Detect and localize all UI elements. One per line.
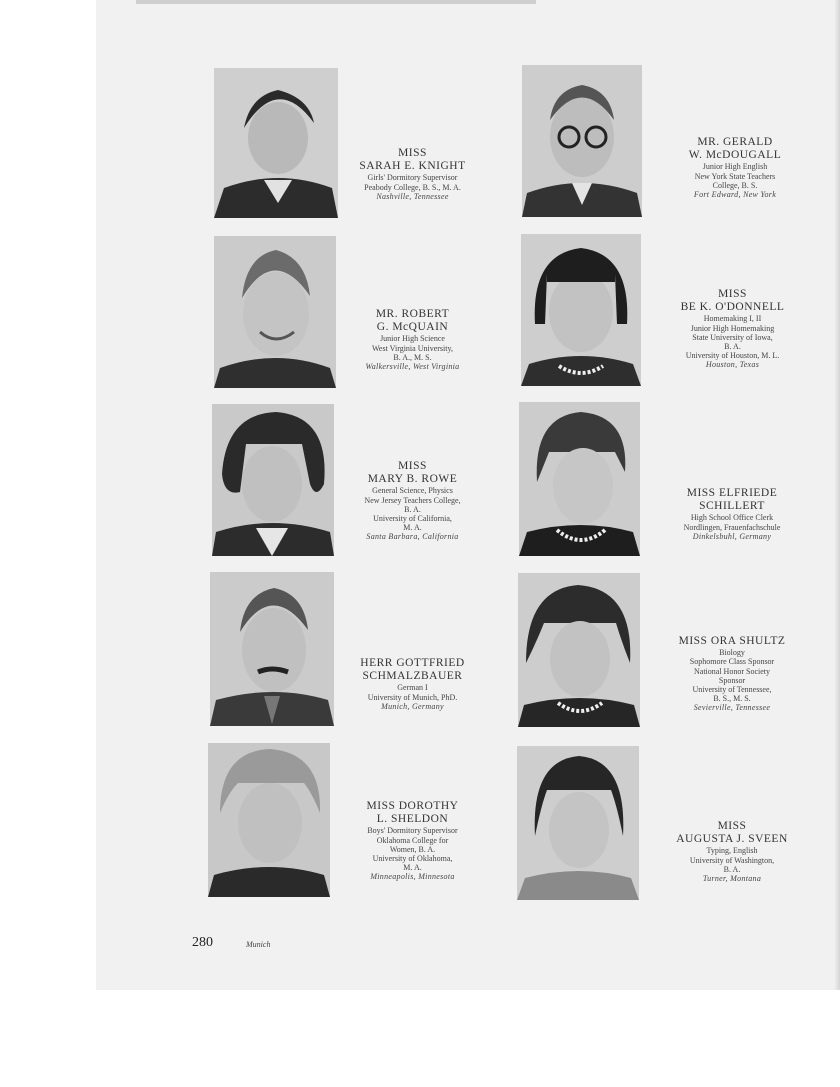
- faculty-detail: General Science, Physics: [372, 486, 453, 496]
- faculty-name: MISS: [398, 147, 427, 159]
- portrait-photo: [210, 572, 334, 726]
- faculty-detail: New York State Teachers: [694, 171, 776, 181]
- faculty-detail: State University of Iowa,: [692, 332, 773, 342]
- faculty-detail: High School Office Clerk: [690, 513, 774, 523]
- faculty-name: MARY B. ROWE: [367, 473, 458, 486]
- faculty-detail: Oklahoma College for: [376, 835, 449, 845]
- faculty-name: MR. GERALD: [697, 136, 773, 148]
- faculty-caption: [340, 460, 485, 542]
- faculty-name: L. SHELDON: [376, 813, 449, 826]
- faculty-detail: German I: [397, 683, 428, 693]
- faculty-hometown: Walkersville, West Virginia: [365, 362, 460, 371]
- faculty-detail: Sponsor: [718, 675, 746, 685]
- faculty-detail: University of California,: [373, 514, 452, 523]
- faculty-detail: M. A.: [403, 523, 422, 533]
- faculty-detail: University of Washington,: [689, 855, 775, 865]
- faculty-caption: [340, 308, 485, 371]
- faculty-name: HERR GOTTFRIED: [360, 657, 465, 669]
- faculty-detail: University of Oklahoma,: [372, 854, 453, 863]
- faculty-caption: [655, 136, 815, 199]
- faculty-name: MISS: [398, 460, 427, 472]
- faculty-detail: B. A., M. S.: [393, 352, 432, 362]
- faculty-name: BE K. O'DONNELL: [680, 301, 785, 314]
- page-number: 280: [192, 935, 213, 950]
- faculty-hometown: Nashville, Tennessee: [376, 191, 449, 201]
- faculty-name: MR. ROBERT: [375, 308, 450, 320]
- cropped-header-strip: [136, 0, 536, 4]
- faculty-detail: Junior High English: [702, 162, 768, 172]
- portrait-photo: [517, 746, 639, 900]
- portrait-woman-icon: [518, 573, 640, 727]
- portrait-woman-icon: [208, 743, 330, 897]
- faculty-name: G. McQUAIN: [376, 321, 449, 334]
- faculty-caption: [340, 800, 485, 882]
- faculty-detail: B. A.: [724, 342, 741, 351]
- portrait-photo: [214, 68, 338, 218]
- faculty-caption: [340, 657, 485, 711]
- faculty-caption: [340, 147, 485, 201]
- faculty-hometown: Houston, Texas: [705, 360, 760, 370]
- portrait-woman-icon: [517, 746, 639, 900]
- faculty-caption: [652, 635, 812, 713]
- faculty-detail: University of Munich, PhD.: [367, 692, 458, 702]
- faculty-name: SCHILLERT: [699, 500, 765, 513]
- portrait-man-mustache-icon: [210, 572, 334, 726]
- faculty-detail: Biology: [719, 648, 745, 658]
- faculty-name: MISS: [718, 288, 747, 300]
- faculty-detail: New Jersey Teachers College,: [364, 495, 461, 505]
- faculty-detail: Sophomore Class Sponsor: [689, 657, 775, 667]
- faculty-name: AUGUSTA J. SVEEN: [676, 833, 788, 846]
- faculty-hometown: Santa Barbara, California: [366, 532, 459, 542]
- faculty-name: MISS DOROTHY: [366, 800, 459, 812]
- faculty-detail: B. A.: [723, 864, 741, 874]
- faculty-name: SARAH E. KNIGHT: [359, 160, 466, 173]
- faculty-detail: National Honor Society: [694, 666, 770, 676]
- faculty-detail: Typing, English: [706, 846, 758, 856]
- faculty-detail: Junior High Homemaking: [690, 323, 775, 333]
- portrait-man-icon: [214, 236, 336, 388]
- portrait-photo: [212, 404, 334, 556]
- running-title: Munich: [246, 940, 271, 949]
- faculty-detail: B. A.: [404, 504, 421, 514]
- faculty-detail: Homemaking I, II: [703, 314, 762, 324]
- page-edge: [834, 0, 840, 990]
- faculty-detail: Nordlingen, Frauenfachschule: [683, 522, 781, 532]
- faculty-detail: University of Houston, M. L.: [685, 351, 780, 361]
- portrait-photo: [522, 65, 642, 217]
- faculty-detail: West Virginia University,: [372, 343, 453, 353]
- faculty-detail: Boys' Dormitory Supervisor: [367, 826, 458, 836]
- faculty-name: MISS: [717, 820, 747, 832]
- faculty-detail: Junior High Science: [380, 334, 445, 344]
- faculty-detail: Girls' Dormitory Supervisor: [367, 173, 458, 183]
- faculty-hometown: Turner, Montana: [702, 874, 762, 883]
- faculty-caption: [650, 288, 815, 370]
- portrait-photo: [521, 234, 641, 386]
- faculty-name: SCHMALZBAUER: [362, 670, 463, 683]
- faculty-name: MISS ELFRIEDE: [686, 487, 778, 499]
- faculty-caption: [652, 487, 812, 541]
- faculty-detail: University of Tennessee,: [692, 684, 772, 694]
- portrait-photo: [214, 236, 336, 388]
- faculty-name: MISS ORA SHULTZ: [678, 635, 786, 647]
- faculty-name: W. McDOUGALL: [688, 149, 782, 162]
- faculty-hometown: Dinkelsbuhl, Germany: [692, 531, 772, 541]
- portrait-photo: [208, 743, 330, 897]
- portrait-woman-icon: [519, 402, 640, 556]
- portrait-photo: [518, 573, 640, 727]
- faculty-detail: Women, B. A.: [389, 844, 436, 854]
- portrait-photo: [519, 402, 640, 556]
- faculty-detail: B. S., M. S.: [713, 694, 751, 704]
- faculty-detail: Peabody College, B. S., M. A.: [364, 182, 461, 192]
- portrait-woman-bangs-icon: [521, 234, 641, 386]
- faculty-hometown: Minneapolis, Minnesota: [370, 872, 455, 882]
- faculty-hometown: Fort Edward, New York: [693, 190, 777, 199]
- portrait-woman-icon: [214, 68, 338, 218]
- faculty-hometown: Munich, Germany: [381, 701, 444, 711]
- portrait-man-glasses-icon: [522, 65, 642, 217]
- faculty-caption: [652, 820, 812, 883]
- faculty-detail: M. A.: [403, 863, 422, 873]
- faculty-hometown: Sevierville, Tennessee: [693, 703, 771, 713]
- portrait-woman-curly-icon: [212, 404, 334, 556]
- faculty-detail: College, B. S.: [712, 180, 758, 190]
